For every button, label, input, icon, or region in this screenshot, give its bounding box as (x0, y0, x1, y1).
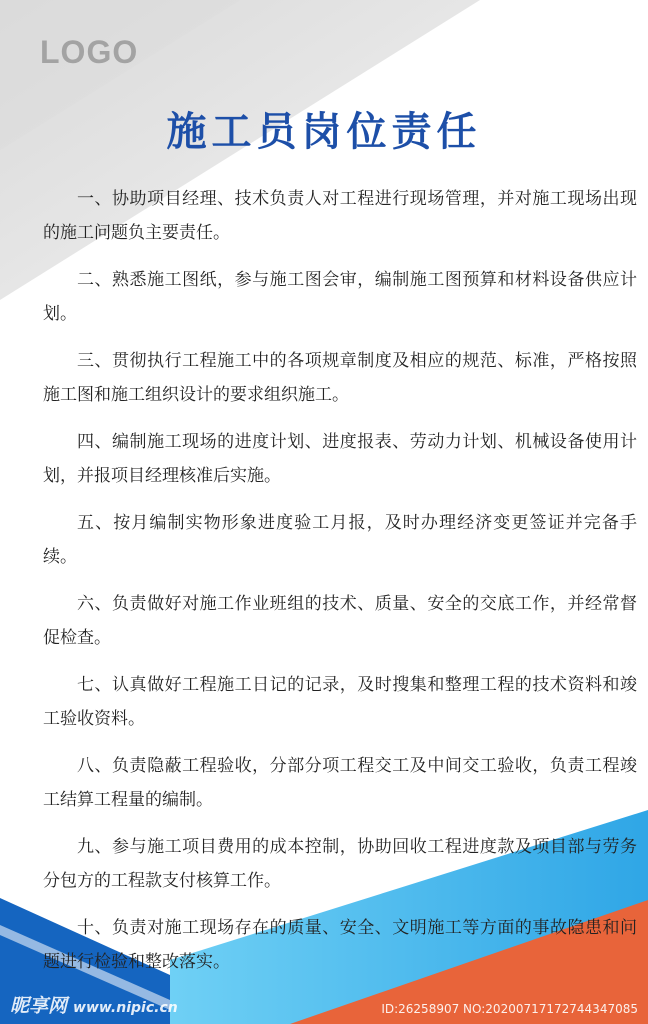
responsibility-list (43, 182, 637, 992)
watermark-brand (10, 991, 178, 1018)
list-item: 六、负责做好对施工作业班组的技术、质量、安全的交底工作，并经常督促检查。 (43, 594, 637, 648)
watermark-url: www.nipic.cn (73, 1000, 178, 1016)
list-item: 八、负责隐蔽工程验收，分部分项工程交工及中间交工验收，负责工程竣工结算工程量的编制。 (43, 756, 637, 810)
list-item: 十、负责对施工现场存在的质量、安全、文明施工等方面的事故隐患和问题进行检验和整改落实。 (43, 918, 637, 972)
list-item: 四、编制施工现场的进度计划、进度报表、劳动力计划、机械设备使用计划，并报项目经理核准后实施。 (43, 432, 637, 486)
watermark-id: ID:26258907 NO:20200717172744347085 (381, 1002, 638, 1016)
list-item: 七、认真做好工程施工日记的记录，及时搜集和整理工程的技术资料和竣工验收资料。 (43, 675, 637, 729)
list-item: 三、贯彻执行工程施工中的各项规章制度及相应的规范、标准，严格按照施工图和施工组织设计的要求组织施工。 (43, 351, 637, 405)
list-item: 九、参与施工项目费用的成本控制，协助回收工程进度款及项目部与劳务分包方的工程款支付核算工作。 (43, 837, 637, 891)
list-item: 一、协助项目经理、技术负责人对工程进行现场管理，并对施工现场出现的施工问题负主要责任。 (43, 189, 637, 243)
watermark-brand-name: 昵享网 (10, 995, 68, 1017)
logo-text: LOGO (40, 34, 139, 70)
list-item: 二、熟悉施工图纸，参与施工图会审，编制施工图预算和材料设备供应计划。 (43, 270, 637, 324)
page-title: 施工员岗位责任 (166, 109, 482, 155)
list-item: 五、按月编制实物形象进度验工月报，及时办理经济变更签证并完备手续。 (43, 513, 637, 567)
